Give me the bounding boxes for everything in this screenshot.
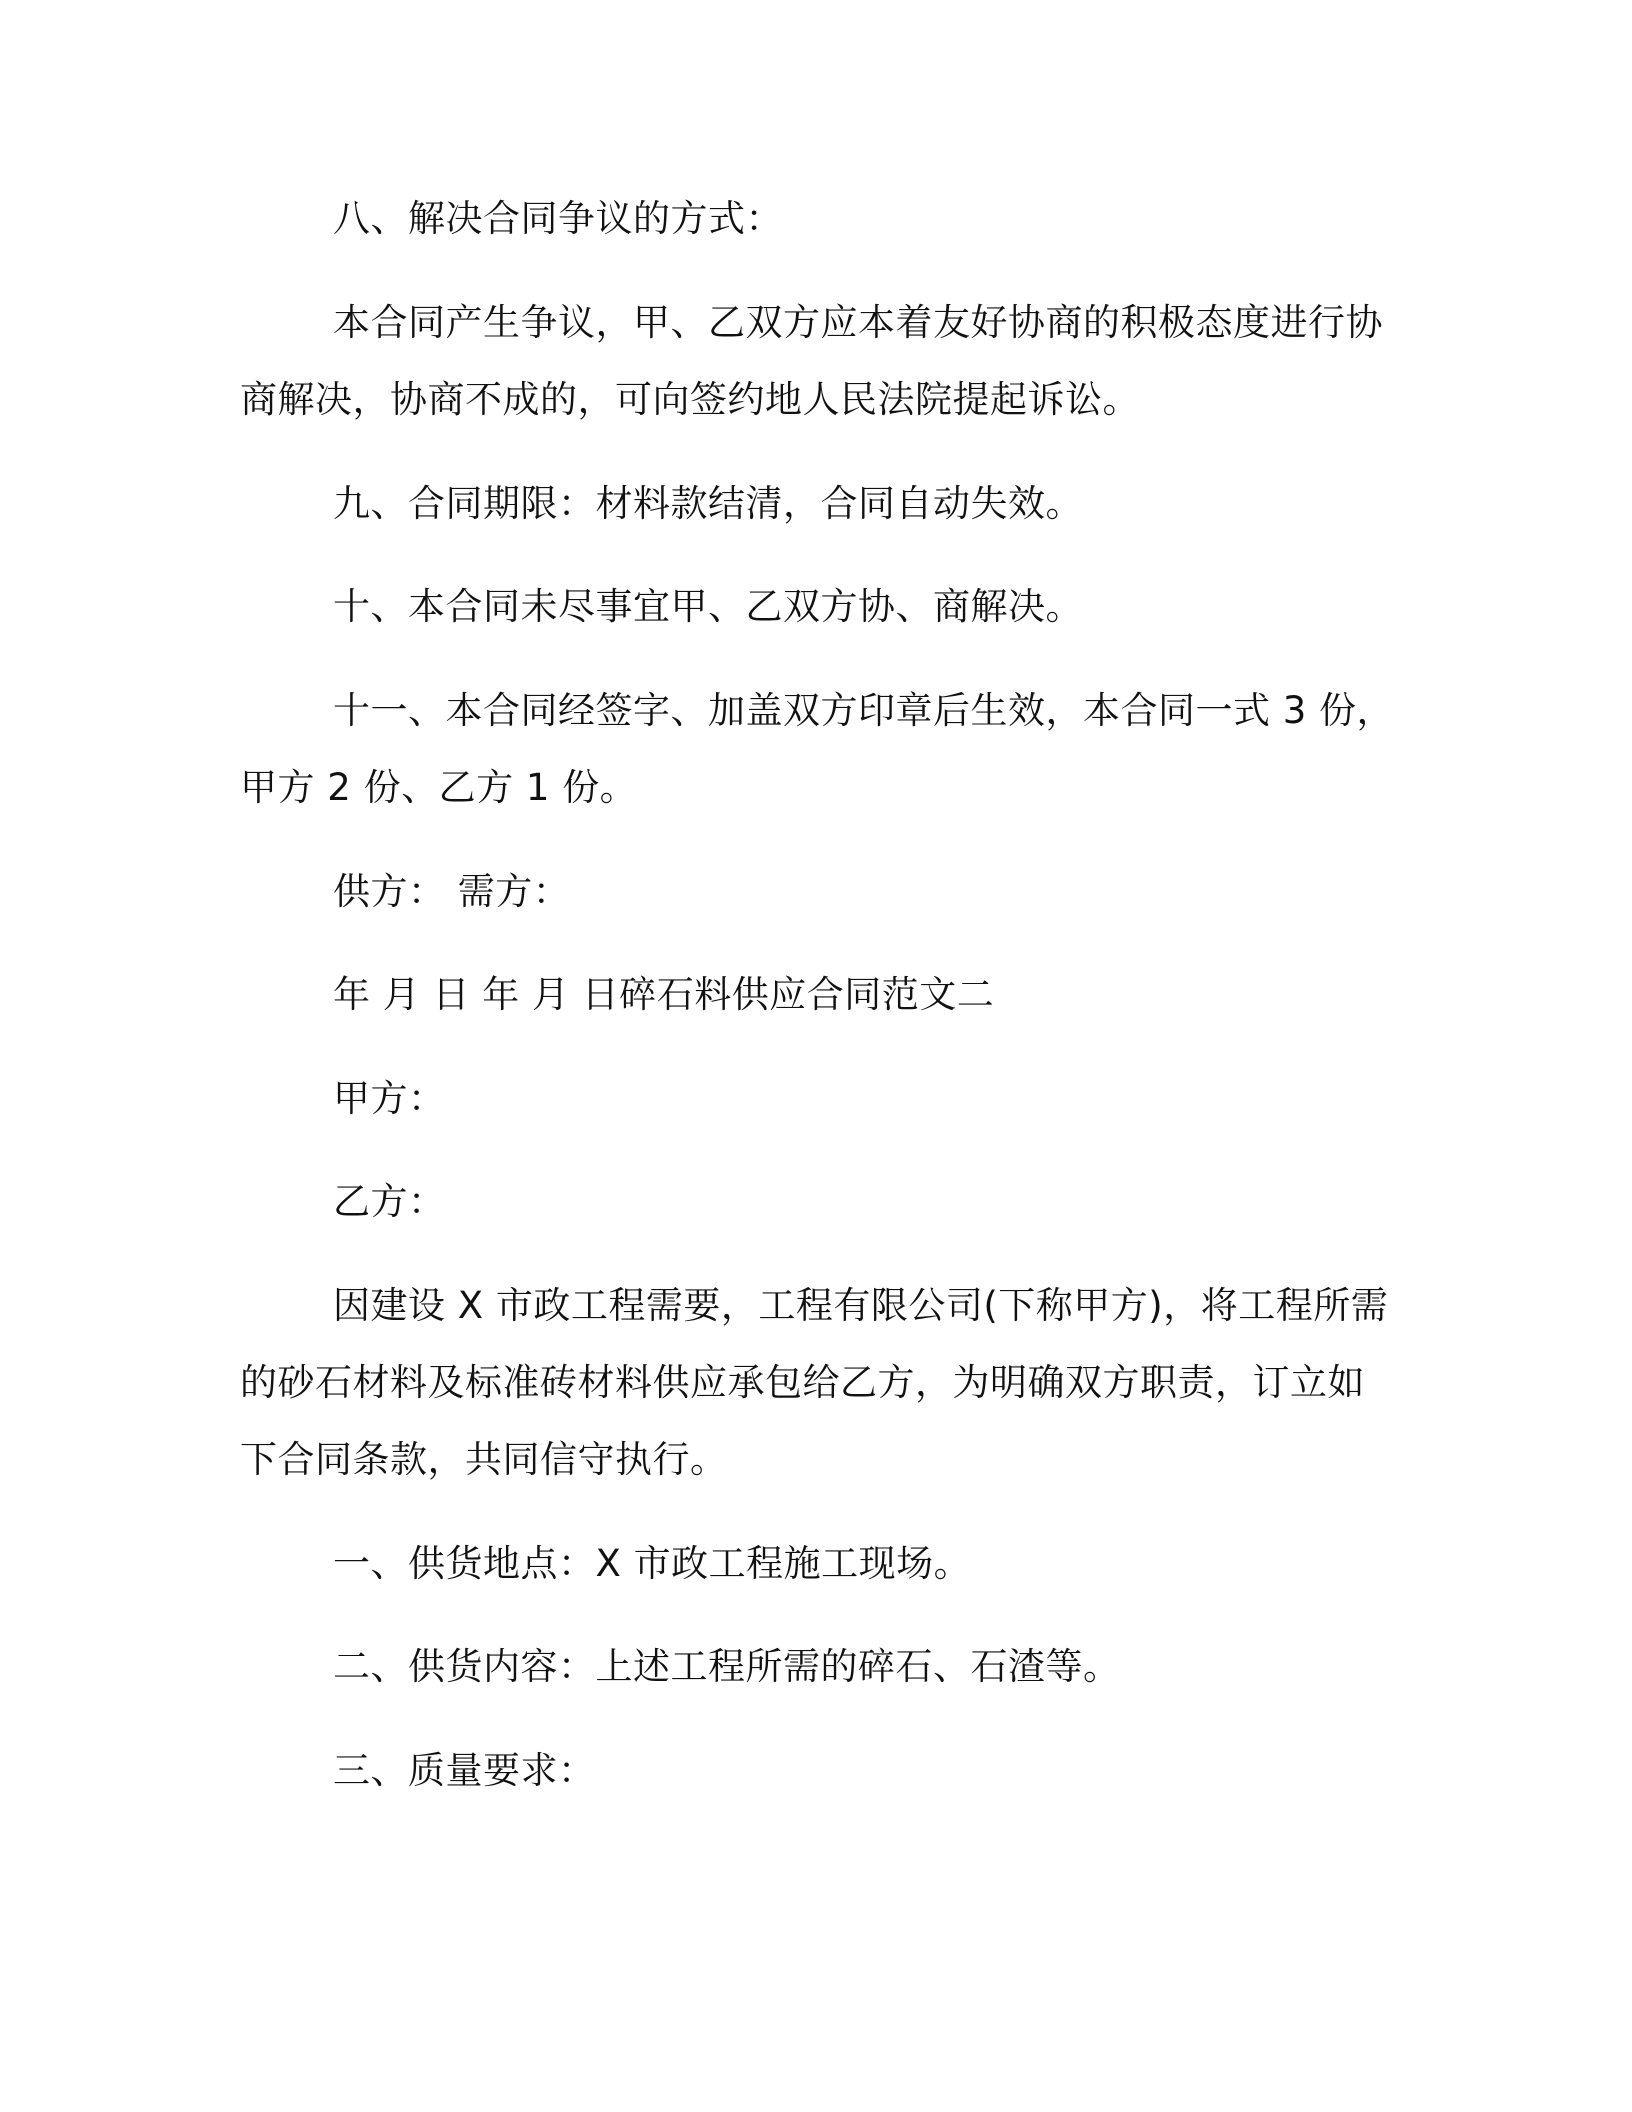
party-b-label: 乙方：: [333, 1180, 446, 1223]
paragraph-line: 商解决，协商不成的，可向签约地人民法院提起诉讼。: [240, 378, 1140, 421]
section-9-line: 九、合同期限：材料款结清，合同自动失效。: [333, 482, 1083, 525]
paragraph-line: 本合同产生争议，甲、乙双方应本着友好协商的积极态度进行协: [333, 301, 1383, 344]
date-and-title-line: 年 月 日 年 月 日碎石料供应合同范文二: [333, 973, 995, 1016]
intro-paragraph-line: 下合同条款，共同信守执行。: [240, 1438, 728, 1481]
signature-parties-line: 供方： 需方：: [333, 870, 571, 913]
clause-3-heading: 三、质量要求：: [333, 1749, 596, 1792]
intro-paragraph-line: 因建设 X 市政工程需要，工程有限公司(下称甲方)，将工程所需: [333, 1284, 1389, 1327]
clause-1-line: 一、供货地点：X 市政工程施工现场。: [333, 1542, 972, 1585]
clause-2-line: 二、供货内容：上述工程所需的碎石、石渣等。: [333, 1645, 1121, 1688]
paragraph-line: 甲方 2 份、乙方 1 份。: [240, 766, 638, 809]
section-8-heading: 八、解决合同争议的方式：: [333, 197, 783, 240]
intro-paragraph-line: 的砂石材料及标准砖材料供应承包给乙方，为明确双方职责，订立如: [240, 1361, 1365, 1404]
party-a-label: 甲方：: [333, 1077, 446, 1120]
section-11-line: 十一、本合同经签字、加盖双方印章后生效，本合同一式 3 份，: [333, 689, 1395, 732]
section-10-line: 十、本合同未尽事宜甲、乙双方协、商解决。: [333, 585, 1083, 628]
